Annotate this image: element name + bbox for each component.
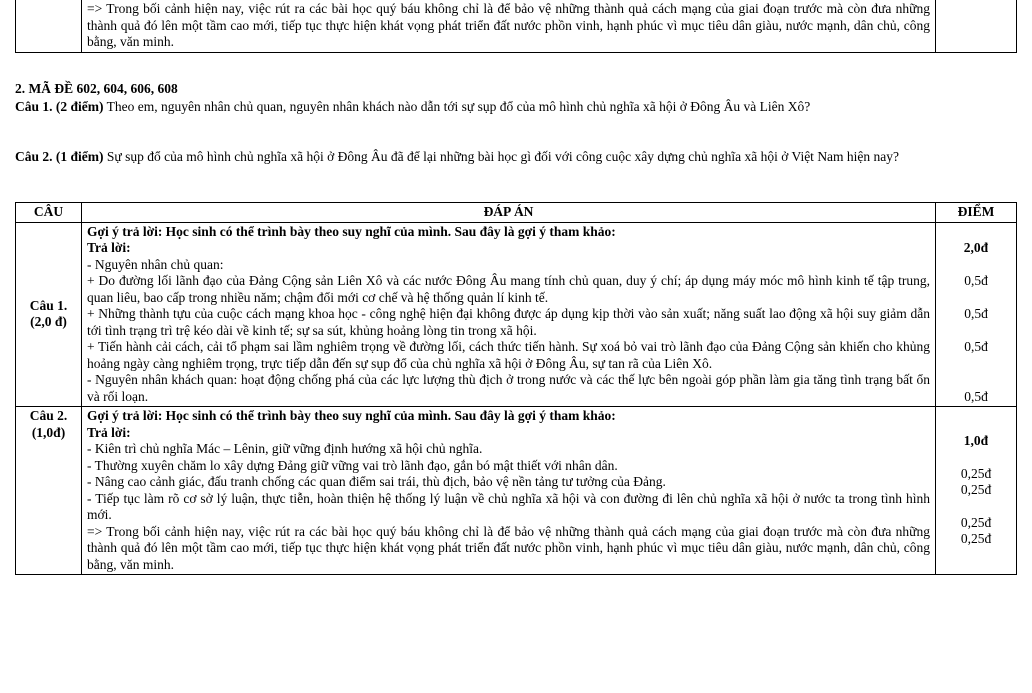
answer-text: => Trong bối cảnh hiện nay, việc rút ra các bài học quý báu không chỉ là để bảo vệ những thành quả cách mạng của giai đoạn trước mà còn đưa những thành quả đó lên một tầm cao mới, tiếp tục thực hiện khát vọng phát triển đất nước phồn vinh, hạnh phúc vì mục tiêu dân giàu, nước mạnh, dân chủ, công bằng, văn minh.: [82, 0, 936, 52]
answer-item: - Kiên trì chủ nghĩa Mác – Lênin, giữ vững định hướng xã hội chủ nghĩa.: [87, 441, 483, 456]
points-cell: [936, 0, 1017, 52]
question-text: Theo em, nguyên nhân chủ quan, nguyên nhân khách nào dẫn tới sự sụp đổ của mô hình chủ nghĩa xã hội ở Đông Âu và Liên Xô?: [103, 99, 811, 114]
answer-hint: Gợi ý trả lời: Học sinh có thể trình bày theo suy nghĩ của mình. Sau đây là gợi ý tham khảo:: [87, 408, 616, 423]
question-number-cell: [16, 407, 82, 575]
total-points: 2,0đ: [963, 240, 989, 255]
table-row: [16, 0, 1017, 52]
answer-label: Trả lời:: [87, 424, 131, 440]
item-points: 0,25đ: [960, 531, 992, 546]
answer-item: - Nguyên nhân chủ quan:: [87, 256, 224, 272]
question-number-cell: [16, 222, 82, 407]
answer-hint: Gợi ý trả lời: Học sinh có thể trình bày theo suy nghĩ của mình. Sau đây là gợi ý tham khảo:: [87, 223, 616, 239]
question-1: [15, 98, 1015, 115]
answer-item: - Thường xuyên chăm lo xây dựng Đảng giữ vững vai trò lãnh đạo, gắn bó mật thiết với nhân dân.: [87, 457, 618, 473]
table-row: [16, 407, 1017, 575]
question-number: Câu 2.: [29, 408, 68, 423]
header-diem: ĐIỂM: [936, 203, 1017, 223]
answer-label: Trả lời:: [87, 240, 131, 255]
question-text: Sự sụp đổ của mô hình chủ nghĩa xã hội ở Đông Âu đã để lại những bài học gì đối với công cuộc xây dựng chủ nghĩa xã hội ở Việt Nam hiện nay?: [103, 149, 900, 164]
question-2: [15, 148, 1015, 165]
item-points: 0,5đ: [964, 306, 988, 321]
header-dap-an: ĐÁP ÁN: [82, 203, 936, 223]
table-row: [16, 222, 1017, 407]
question-score: (1,0đ): [31, 424, 66, 440]
question-label: Câu 1. (2 điểm): [15, 99, 104, 114]
question-number: Câu 1.: [29, 297, 68, 313]
section-heading: 2. MÃ ĐỀ 602, 604, 606, 608: [15, 81, 178, 96]
item-points: 0,5đ: [964, 339, 988, 354]
points-cell: [936, 407, 1017, 575]
cau-cell: [16, 0, 82, 52]
item-points: 0,5đ: [964, 273, 988, 288]
continuation-table: [15, 0, 1017, 53]
answer-item: - Nâng cao cảnh giác, đấu tranh chống các quan điểm sai trái, thù địch, bảo vệ nền tảng tư tưởng của Đảng.: [87, 474, 666, 489]
answer-item: - Nguyên nhân khách quan: hoạt động chống phá của các lực lượng thù địch ở trong nước và các thế lực bên ngoài góp phần làm gia tăng tình trạng bất ổn và rối loạn.: [87, 372, 930, 404]
answer-item: + Những thành tựu của cuộc cách mạng khoa học - công nghệ hiện đại không được áp dụng kịp thời vào sản xuất; năng suất lao động xã hội suy giảm dẫn tới tình trạng trì trệ kéo dài về kinh tế; sự sa sút, khủng hoảng lòng tin trong xã hội.: [87, 306, 930, 338]
question-label: Câu 2. (1 điểm): [15, 149, 104, 164]
item-points: 0,25đ: [960, 514, 992, 530]
answer-item: => Trong bối cảnh hiện nay, việc rút ra các bài học quý báu không chỉ là để bảo vệ những thành quả cách mạng của giai đoạn trước mà còn đưa những thành quả đó lên một tầm cao mới, tiếp tục thực hiện khát vọng phát triển đất nước phồn vinh, hạnh phúc vì mục tiêu dân giàu, nước mạnh, dân chủ, công bằng, văn minh.: [87, 523, 930, 572]
question-score: (2,0 đ): [30, 314, 67, 330]
item-points: 0,5đ: [964, 388, 988, 404]
item-points: 0,25đ: [960, 465, 992, 481]
answer-item: + Do đường lối lãnh đạo của Đảng Cộng sản Liên Xô và các nước Đông Âu mang tính chủ quan, duy ý chí; áp dụng máy móc mô hình kinh tế tập trung, quan liêu, bao cấp trong nhiều năm; chậm đổi mới cơ chế và hệ thống quản lí kinh tế.: [87, 273, 930, 305]
answer-item: - Tiếp tục làm rõ cơ sở lý luận, thực tiễn, hoàn thiện hệ thống lý luận về chủ nghĩa xã hội và con đường đi lên chủ nghĩa xã hội ở nước ta trong tình hình mới.: [87, 490, 930, 522]
answer-table: [15, 202, 1017, 575]
answer-cell: [82, 222, 936, 407]
answer-item: + Tiến hành cải cách, cải tổ phạm sai lầm nghiêm trọng về đường lối, cách thức tiến hành. Sự xoá bỏ vai trò lãnh đạo của Đảng Cộng sản khiến cho khủng hoảng ngày càng nghiêm trọng, trực tiếp dẫn đến sự sụp đổ của chủ nghĩa xã hội ở Đông Âu, sự tan rã của Liên Xô.: [87, 339, 930, 371]
table-header-row: [16, 203, 1017, 223]
total-points: 1,0đ: [963, 433, 989, 448]
points-cell: [936, 222, 1017, 407]
answer-cell: [82, 407, 936, 575]
header-cau: CÂU: [16, 203, 82, 223]
item-points: 0,25đ: [960, 482, 992, 497]
